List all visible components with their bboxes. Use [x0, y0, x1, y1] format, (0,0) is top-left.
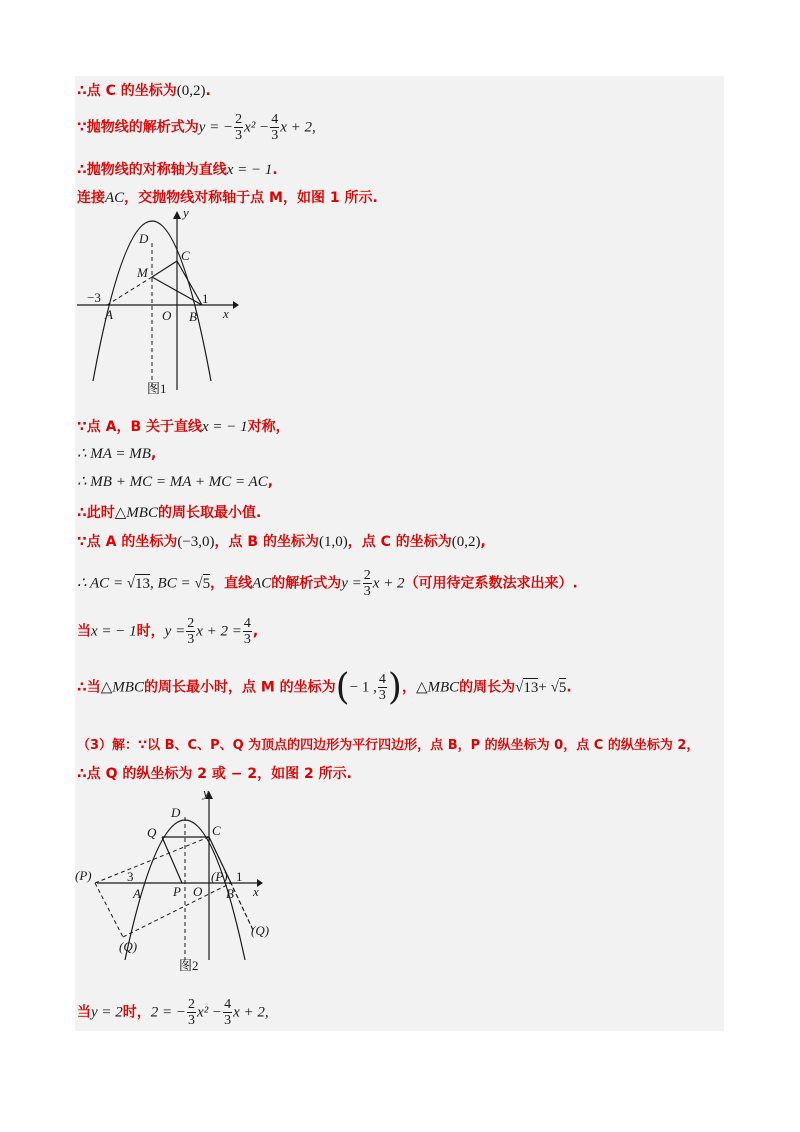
line-4-math: AC — [105, 190, 125, 206]
line-1-text: ∴点 C 的坐标为 — [77, 83, 177, 99]
fig2-label-p-right: (P) — [211, 869, 228, 884]
frac-denominator: 3 — [363, 584, 371, 599]
line-1-end: . — [205, 83, 211, 99]
fig1-label-neg3: −3 — [87, 290, 101, 305]
frac-numerator: 4 — [224, 997, 232, 1012]
line-2-frac-2 — [270, 112, 279, 143]
line-15-math: y = 2 — [91, 1004, 123, 1021]
fig2-label-b: B — [226, 886, 234, 901]
line-13 — [77, 734, 699, 753]
fig2-label-p-left: (P) — [75, 868, 92, 883]
line-3-text: ∴抛物线的对称轴为直线 — [77, 162, 227, 178]
figure-2 — [75, 785, 280, 990]
line-12-math-1: △MBC — [100, 679, 144, 696]
line-15-frac-2 — [223, 997, 232, 1028]
fig2-label-q-right: (Q) — [251, 923, 270, 938]
right-paren: ) — [387, 667, 402, 708]
fig1-label-x: x — [223, 306, 229, 321]
line-11-pre: y = — [164, 623, 186, 640]
line-10-radicand-1: 13 — [135, 575, 151, 592]
fig1-label-d: D — [139, 231, 149, 246]
frac-denominator: 3 — [378, 688, 386, 703]
fig2-label-x: x — [253, 884, 259, 899]
fig2-label-q-bottom: (Q) — [119, 939, 138, 954]
line-5-math: x = − 1 — [202, 419, 248, 435]
line-12-end: . — [566, 679, 572, 696]
fig2-label-d: D — [171, 805, 181, 820]
line-3-math: x = − 1 — [226, 162, 273, 178]
line-5-text: ∵点 A，B 关于直线 — [77, 419, 202, 435]
line-11-mid: x + 2 = — [196, 623, 242, 640]
line-6 — [77, 444, 156, 463]
fig1-label-a: A — [105, 307, 113, 322]
line-5-end: 对称， — [247, 419, 290, 435]
line-9-coord-c: (0,2) — [451, 534, 481, 550]
line-2-frac-1 — [234, 112, 243, 143]
line-11-math: x = − 1 — [91, 623, 137, 640]
line-6-math: ∴ MA = MB — [77, 446, 151, 462]
line-14 — [77, 763, 352, 783]
line-12-text-3: ， — [401, 679, 416, 696]
line-12-frac — [378, 672, 387, 703]
line-12-radicand-2: 5 — [558, 679, 567, 696]
line-13-text: （3）解：∵以 B、C、P、Q 为顶点的四边形为平行四边形，点 B，P 的纵坐标为 0，点 C 的纵坐标为 2， — [77, 738, 700, 753]
line-14-text: ∴点 Q 的纵坐标为 2 或 − 2，如图 2 所示. — [77, 766, 352, 782]
fig1-x-arrow-icon — [233, 301, 239, 309]
frac-numerator: 2 — [363, 568, 371, 583]
line-2-mid: x² − — [244, 119, 270, 136]
frac-numerator: 4 — [243, 616, 251, 631]
fig1-label-b: B — [189, 309, 197, 324]
line-10-post: x + 2 — [372, 575, 405, 592]
line-9-coord-b: (1,0) — [318, 534, 348, 550]
fig2-segment-qp — [162, 837, 182, 883]
line-12-coord-x: − 1 , — [349, 679, 377, 696]
line-9-text-1: ∵点 A 的坐标为 — [77, 534, 178, 550]
line-12-math-3: △MBC — [415, 679, 460, 696]
line-15 — [77, 997, 269, 1028]
frac-denominator: 3 — [188, 1013, 196, 1028]
fig2-dashed-pq — [95, 883, 123, 937]
frac-numerator: 4 — [378, 672, 386, 687]
fig2-label-o: O — [193, 884, 203, 899]
line-8-math: △MBC — [114, 505, 158, 521]
line-8 — [77, 502, 261, 522]
line-8-text: ∴此时 — [77, 505, 115, 521]
frac-numerator: 2 — [187, 616, 195, 631]
line-2 — [77, 112, 316, 143]
fig1-caption: 图1 — [147, 381, 167, 396]
frac-numerator: 2 — [235, 112, 243, 127]
line-11-frac-2 — [243, 616, 252, 647]
fig1-y-arrow-icon — [173, 211, 181, 219]
fig1-label-y: y — [183, 205, 189, 220]
frac-denominator: 3 — [243, 632, 251, 647]
line-10-text-2: 的解析式为 — [271, 575, 342, 592]
line-15-post: x + 2, — [233, 1004, 269, 1021]
line-10-frac — [363, 568, 372, 599]
frac-denominator: 3 — [271, 128, 279, 143]
line-9-text-2: ，点 B 的坐标为 — [214, 534, 319, 550]
fig2-label-c: C — [212, 823, 221, 838]
line-10-math-2: , BC = √ — [150, 575, 203, 592]
fig2-label-p: P — [173, 884, 181, 899]
line-9-text-3: ，点 C 的坐标为 — [347, 534, 452, 550]
frac-numerator: 4 — [271, 112, 279, 127]
line-3-end: . — [272, 162, 278, 178]
line-12-radicand-1: 13 — [523, 679, 539, 696]
line-9-end: , — [480, 534, 486, 550]
line-12-text-1: ∴当 — [77, 679, 101, 696]
fig2-label-one: 1 — [236, 869, 243, 884]
fig1-label-o: O — [162, 308, 172, 323]
line-4-text: 连接 — [77, 190, 105, 206]
line-10-text-3: （可用待定系数法求出来）. — [404, 575, 578, 592]
line-3 — [77, 159, 278, 179]
line-11-text: 当 — [77, 623, 91, 640]
line-9 — [77, 531, 486, 551]
line-15-frac-1 — [187, 997, 196, 1028]
line-1 — [77, 80, 211, 100]
frac-denominator: 3 — [235, 128, 243, 143]
figure-1 — [75, 205, 245, 405]
line-15-text-2: 时， — [122, 1004, 151, 1021]
line-11-text-2: 时， — [136, 623, 165, 640]
line-2-text: ∵抛物线的解析式为 — [77, 119, 199, 136]
fig1-segment-am — [107, 277, 152, 305]
line-15-text: 当 — [77, 1004, 91, 1021]
line-6-end: , — [150, 446, 157, 462]
fig1-segment-mc — [152, 261, 177, 277]
line-4-text2: ，交抛物线对称轴于点 M，如图 1 所示. — [124, 190, 378, 206]
line-10-pre: y = — [341, 575, 362, 592]
line-11-frac-1 — [186, 616, 195, 647]
frac-numerator: 2 — [188, 997, 196, 1012]
line-2-post: x + 2, — [280, 119, 316, 136]
fig2-dashed-qb2 — [231, 883, 253, 930]
fig1-label-c: C — [181, 248, 190, 263]
fig2-label-q: Q — [147, 825, 157, 840]
line-12-text-4: 的周长为 — [459, 679, 516, 696]
left-paren: ( — [335, 667, 350, 708]
line-12-sqrt-2: + √ — [538, 679, 559, 696]
line-15-pre: 2 = − — [150, 1004, 187, 1021]
line-15-mid: x² − — [197, 1004, 223, 1021]
line-7-math: ∴ MB + MC = MA + MC = AC — [77, 474, 268, 490]
line-12-sqrt-1: √ — [515, 679, 524, 696]
line-1-math: (0,2) — [176, 83, 206, 99]
line-4 — [77, 187, 378, 207]
line-11-end: , — [252, 623, 259, 640]
line-10-math-1: ∴ AC = √ — [77, 575, 136, 592]
fig2-label-y: y — [203, 785, 209, 800]
line-9-coord-a: (−3,0) — [177, 534, 215, 550]
line-12 — [77, 667, 572, 708]
frac-denominator: 3 — [187, 632, 195, 647]
fig1-label-one: 1 — [202, 291, 209, 306]
frac-denominator: 3 — [224, 1013, 232, 1028]
line-5 — [77, 416, 290, 436]
line-2-pre: y = − — [198, 119, 234, 136]
fig2-label-a: A — [133, 886, 141, 901]
fig2-label-neg3: 3 — [127, 869, 134, 884]
fig2-dashed-pc — [95, 837, 209, 883]
line-7 — [77, 472, 273, 491]
fig1-label-m: M — [137, 265, 148, 280]
fig2-caption: 图2 — [179, 958, 199, 973]
line-7-end: , — [267, 474, 274, 490]
line-8-end: 的周长取最小值. — [157, 505, 262, 521]
line-10-radicand-2: 5 — [202, 575, 211, 592]
line-10-math-3: AC — [252, 575, 272, 592]
line-12-text-2: 的周长最小时，点 M 的坐标为 — [143, 679, 336, 696]
line-11 — [77, 616, 258, 647]
line-10-text-1: ，直线 — [210, 575, 253, 592]
line-10 — [77, 568, 578, 599]
